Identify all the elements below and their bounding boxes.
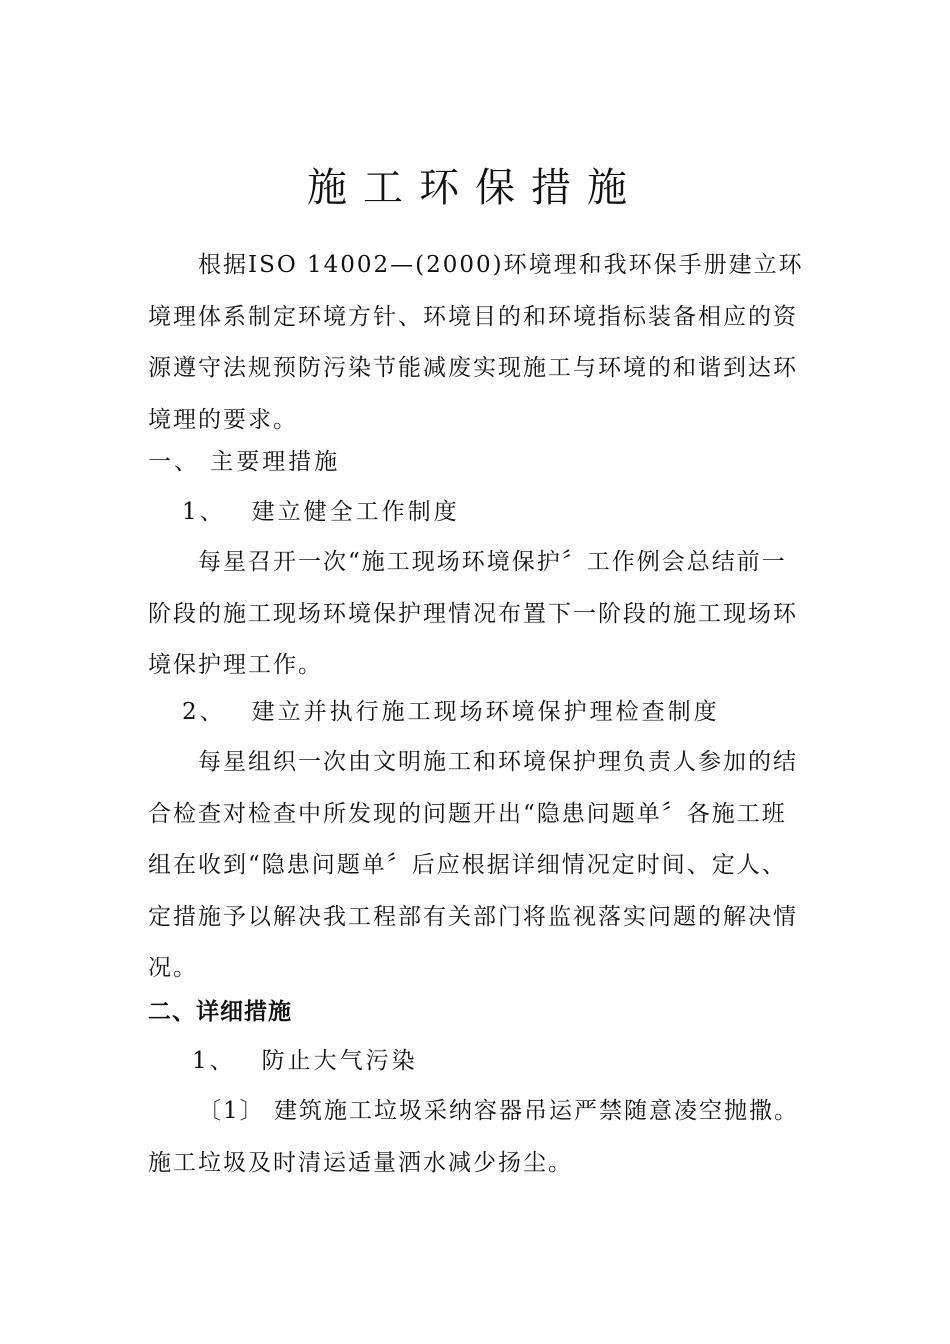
section1-item2-heading [182, 694, 720, 730]
section2-item1-number: 1、 [192, 1048, 236, 1074]
section1-item1-heading [182, 494, 460, 530]
section1-item1-title: 建立健全工作制度 [251, 499, 460, 525]
section1-heading: 一、 主要理措施 [148, 449, 341, 475]
intro-paragraph: 根据ISO 14002—(2000)环境理和我环保手册建立环境理体系制定环境方针、环境目的和环境指标装备相应的资源遵守法规预防污染节能减废实现施工与环境的和谐到达环境理的要求。 [148, 252, 804, 433]
section1-item1-body: 每星召开一次“施工现场环境保护〞工作例会总结前一阶段的施工现场环境保护理情况布置下一阶段的施工现场环境保护理工作。 [148, 549, 798, 678]
section2-heading: 二、详细措施 [148, 999, 292, 1025]
section1-item2-number: 2、 [182, 699, 226, 725]
section1-item1-number: 1、 [182, 499, 226, 525]
document-title: 施工环保措施 [307, 165, 643, 211]
section1-item2-body: 每星组织一次由文明施工和环境保护理负责人参加的结合检查对检查中所发现的问题开出“隐患问题单〞各施工班组在收到“隐患问题单〞后应根据详细情况定时间、定人、定措施予以解决我工程部有关部门将监视落实问题的解决情况。 [148, 749, 798, 981]
section1-item2-title: 建立并执行施工现场环境保护理检查制度 [251, 699, 720, 725]
section2-item1-title: 防止大气污染 [261, 1048, 418, 1074]
section2-item1-sub1: 〔1〕 建筑施工垃圾采纳容器吊运严禁随意凌空抛撒。施工垃圾及时清运适量洒水减少扬尘。 [148, 1098, 799, 1176]
section2-item1-heading [192, 1043, 418, 1079]
